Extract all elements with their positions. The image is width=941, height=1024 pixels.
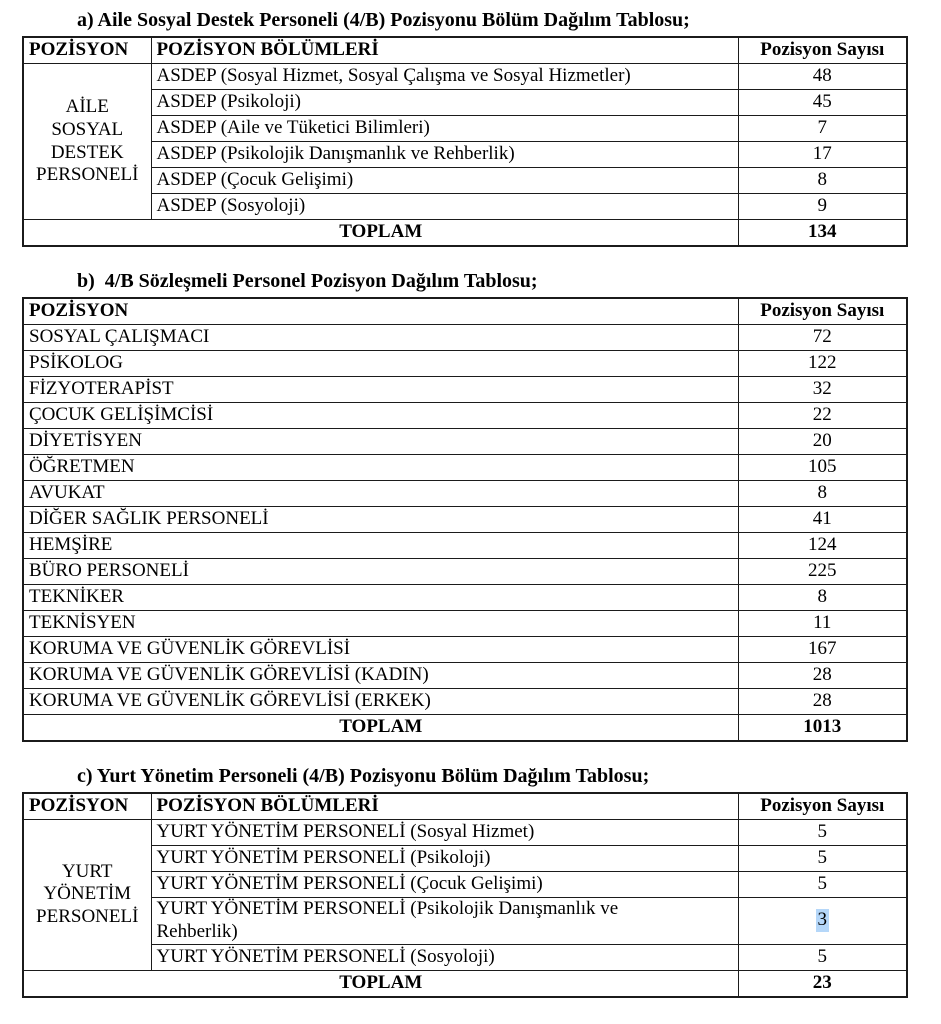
count-cell: 225	[738, 559, 907, 585]
position-label-cell: KORUMA VE GÜVENLİK GÖREVLİSİ (KADIN)	[23, 663, 738, 689]
column-header-pozisyon: POZİSYON	[23, 37, 151, 64]
table-row	[23, 689, 907, 715]
position-label-cell: YURT YÖNETİM PERSONELİ (Sosyoloji)	[151, 944, 738, 970]
table-b-title: b) 4/B Sözleşmeli Personel Pozisyon Dağılım Tablosu;	[77, 270, 538, 292]
total-count-cell: 1013	[738, 715, 907, 742]
table-row	[23, 351, 907, 377]
count-cell: 5	[738, 846, 907, 872]
count-cell: 17	[738, 142, 907, 168]
position-group-cell: AİLE SOSYAL DESTEK PERSONELİ	[23, 64, 151, 220]
table-row	[23, 64, 907, 90]
table-row	[23, 637, 907, 663]
position-label-cell: TEKNİKER	[23, 585, 738, 611]
count-cell: 8	[738, 481, 907, 507]
total-row	[23, 970, 907, 997]
count-cell: 122	[738, 351, 907, 377]
table-row	[23, 377, 907, 403]
column-header-pozisyon: POZİSYON	[23, 298, 738, 325]
table-c-header-row	[23, 793, 907, 820]
position-label-cell: ÖĞRETMEN	[23, 455, 738, 481]
count-cell: 5	[738, 820, 907, 846]
table-row	[23, 898, 907, 945]
position-label-text: YURT YÖNETİM PERSONELİ (Psikolojik Danışmanlık ve Rehberlik)	[156, 898, 619, 942]
count-cell: 28	[738, 689, 907, 715]
count-cell: 124	[738, 533, 907, 559]
table-c-title: c) Yurt Yönetim Personeli (4/B) Pozisyonu Bölüm Dağılım Tablosu;	[77, 765, 650, 787]
selection-highlight: 3	[817, 909, 827, 931]
position-label-cell: ASDEP (Psikolojik Danışmanlık ve Rehberlik)	[151, 142, 738, 168]
count-cell: 45	[738, 90, 907, 116]
count-cell: 5	[738, 872, 907, 898]
count-cell: 41	[738, 507, 907, 533]
count-cell: 20	[738, 429, 907, 455]
position-label-cell: BÜRO PERSONELİ	[23, 559, 738, 585]
table-row	[23, 559, 907, 585]
column-header-pozisyon-sayisi: Pozisyon Sayısı	[738, 37, 907, 64]
position-label-cell: ÇOCUK GELİŞİMCİSİ	[23, 403, 738, 429]
count-cell: 8	[738, 585, 907, 611]
table-row	[23, 872, 907, 898]
count-cell: 22	[738, 403, 907, 429]
count-cell: 32	[738, 377, 907, 403]
table-b-header-row	[23, 298, 907, 325]
table-row	[23, 142, 907, 168]
position-group-cell: YURT YÖNETİM PERSONELİ	[23, 820, 151, 971]
count-cell: 105	[738, 455, 907, 481]
position-label-cell: ASDEP (Sosyoloji)	[151, 194, 738, 220]
table-row	[23, 90, 907, 116]
table-row	[23, 455, 907, 481]
count-cell: 72	[738, 325, 907, 351]
count-cell: 11	[738, 611, 907, 637]
count-cell: 9	[738, 194, 907, 220]
position-label-cell: ASDEP (Psikoloji)	[151, 90, 738, 116]
table-row	[23, 194, 907, 220]
table-c	[22, 792, 908, 998]
column-header-pozisyon-bolumleri: POZİSYON BÖLÜMLERİ	[151, 793, 738, 820]
position-label-cell: KORUMA VE GÜVENLİK GÖREVLİSİ (ERKEK)	[23, 689, 738, 715]
table-row	[23, 481, 907, 507]
position-label-cell: DİYETİSYEN	[23, 429, 738, 455]
total-count-cell: 23	[738, 970, 907, 997]
table-row	[23, 168, 907, 194]
table-a-header-row	[23, 37, 907, 64]
count-cell: 48	[738, 64, 907, 90]
table-row	[23, 403, 907, 429]
total-label-cell: TOPLAM	[23, 220, 738, 247]
table-row	[23, 429, 907, 455]
position-label-cell: YURT YÖNETİM PERSONELİ (Çocuk Gelişimi)	[151, 872, 738, 898]
position-label-cell: YURT YÖNETİM PERSONELİ (Sosyal Hizmet)	[151, 820, 738, 846]
column-header-pozisyon-sayisi: Pozisyon Sayısı	[738, 298, 907, 325]
table-row	[23, 585, 907, 611]
count-cell: 28	[738, 663, 907, 689]
table-row	[23, 116, 907, 142]
position-label-cell: FİZYOTERAPİST	[23, 377, 738, 403]
table-a-title: a) Aile Sosyal Destek Personeli (4/B) Pozisyonu Bölüm Dağılım Tablosu;	[77, 9, 690, 31]
count-cell: 167	[738, 637, 907, 663]
table-row	[23, 611, 907, 637]
position-label-cell: PSİKOLOG	[23, 351, 738, 377]
table-row	[23, 846, 907, 872]
position-label-cell: DİĞER SAĞLIK PERSONELİ	[23, 507, 738, 533]
position-label-cell: ASDEP (Aile ve Tüketici Bilimleri)	[151, 116, 738, 142]
column-header-pozisyon-sayisi: Pozisyon Sayısı	[738, 793, 907, 820]
table-a	[22, 36, 908, 247]
position-label-cell: AVUKAT	[23, 481, 738, 507]
column-header-pozisyon-bolumleri: POZİSYON BÖLÜMLERİ	[151, 37, 738, 64]
position-label-cell: YURT YÖNETİM PERSONELİ (Psikoloji)	[151, 846, 738, 872]
table-row	[23, 325, 907, 351]
total-row	[23, 220, 907, 247]
position-label-cell: HEMŞİRE	[23, 533, 738, 559]
count-cell: 5	[738, 944, 907, 970]
total-count-cell: 134	[738, 220, 907, 247]
column-header-pozisyon: POZİSYON	[23, 793, 151, 820]
count-cell	[738, 898, 907, 945]
table-row	[23, 533, 907, 559]
table-row	[23, 944, 907, 970]
position-label-cell: ASDEP (Çocuk Gelişimi)	[151, 168, 738, 194]
position-label-cell: ASDEP (Sosyal Hizmet, Sosyal Çalışma ve Sosyal Hizmetler)	[151, 64, 738, 90]
total-label-cell: TOPLAM	[23, 970, 738, 997]
position-label-cell: SOSYAL ÇALIŞMACI	[23, 325, 738, 351]
total-label-cell: TOPLAM	[23, 715, 738, 742]
total-row	[23, 715, 907, 742]
table-row	[23, 820, 907, 846]
position-label-cell: TEKNİSYEN	[23, 611, 738, 637]
count-cell: 7	[738, 116, 907, 142]
position-label-cell: KORUMA VE GÜVENLİK GÖREVLİSİ	[23, 637, 738, 663]
table-b	[22, 297, 908, 742]
table-row	[23, 507, 907, 533]
table-row	[23, 663, 907, 689]
position-label-cell	[151, 898, 738, 945]
count-cell: 8	[738, 168, 907, 194]
